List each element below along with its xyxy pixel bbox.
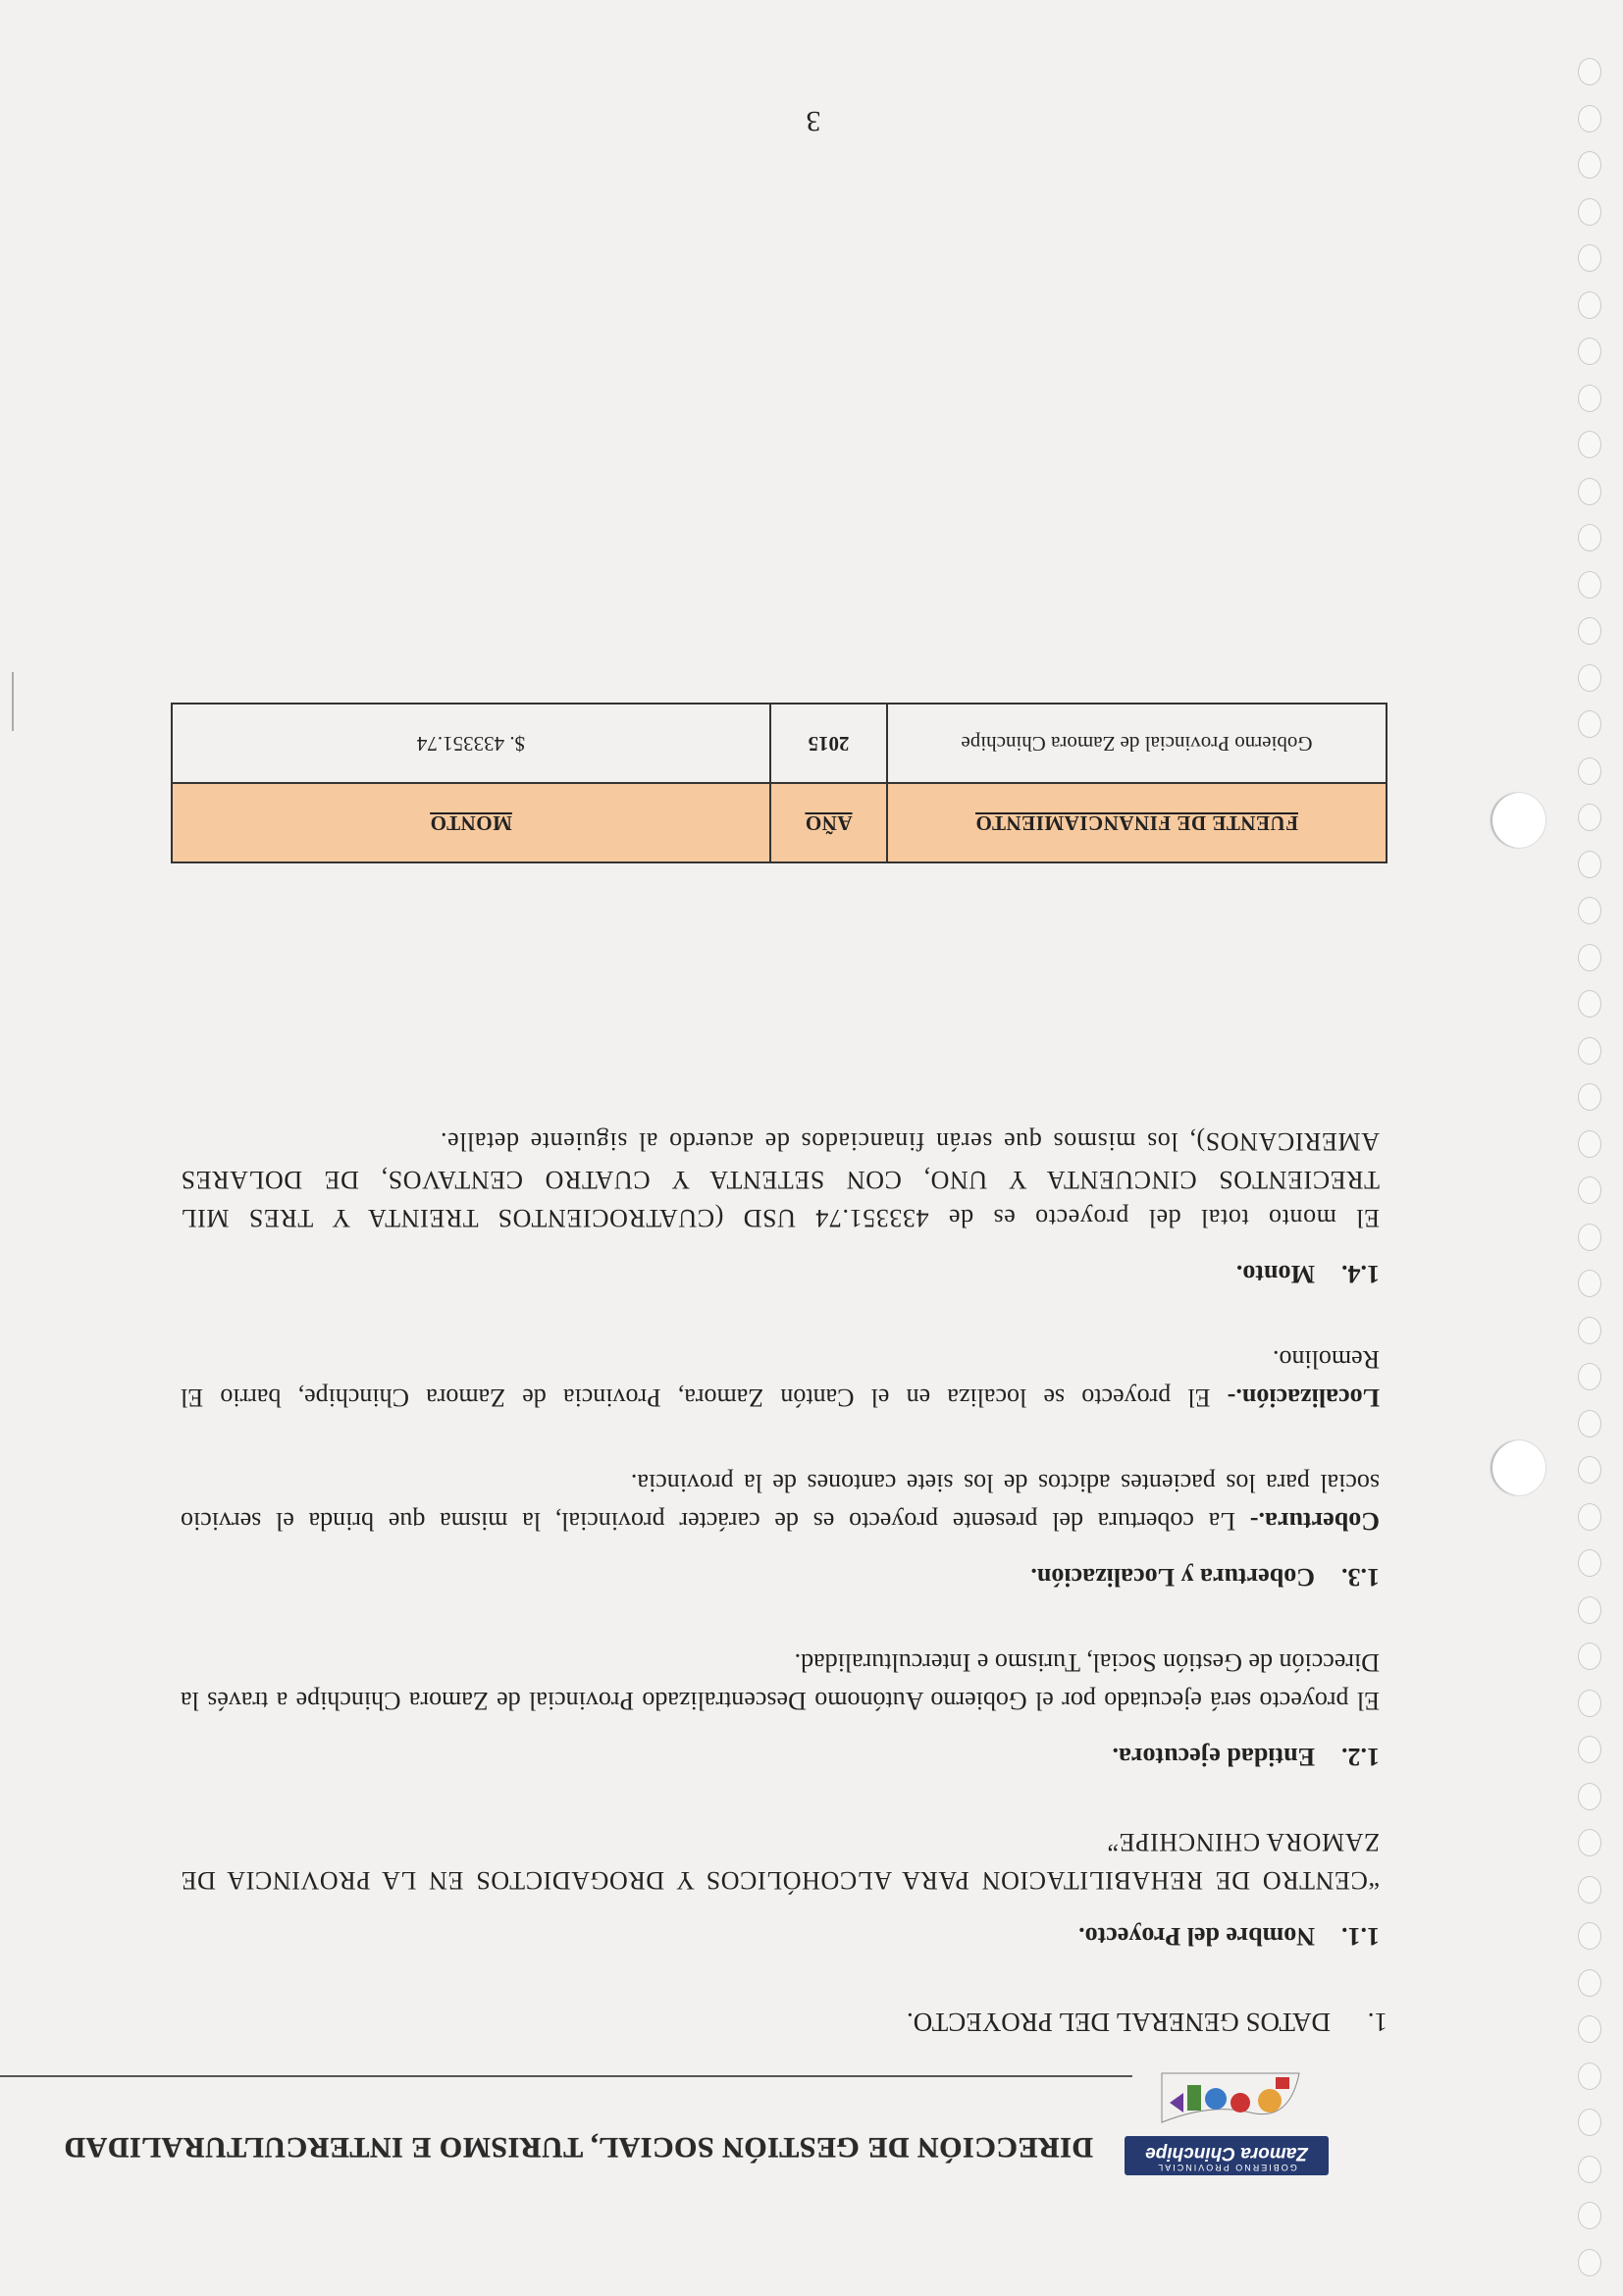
binder-hole	[1578, 291, 1601, 319]
logo-bottom-text: Zamora Chinchipe	[1145, 2143, 1308, 2164]
binder-hole	[1578, 2203, 1601, 2230]
binder-hole	[1578, 1224, 1601, 1251]
heading-project-name	[181, 1917, 1380, 1956]
binder-hole	[1578, 664, 1601, 692]
binder-hole	[1578, 245, 1601, 273]
paper-edge-mark	[13, 672, 15, 731]
location-label: Localización.-	[1227, 1383, 1380, 1412]
amount-text: El monto total del proyecto es de 433351.74 USD (CUATROCIENTOS TREINTA Y TRES MIL TRECIENTOS CINCUENTA Y UNO, CON SETENTA Y CUATRO CENTAVOS, DE DOLARES AMERICANOS), los mismos que serán financiados de acuerdo al siguiente detalle.	[181, 1127, 1380, 1232]
logo-illustration-icon	[1152, 2071, 1309, 2132]
document-body	[181, 1075, 1387, 2041]
binder-hole	[1578, 1783, 1601, 1810]
binder-hole	[1578, 1923, 1601, 1951]
section-title	[181, 2003, 1387, 2041]
cell-year: 2015	[770, 704, 887, 783]
binder-hole	[1578, 898, 1601, 925]
logo-top-text: GOBIERNO PROVINCIAL	[1156, 2163, 1297, 2172]
binder-hole	[1578, 1271, 1601, 1298]
binder-hole	[1578, 2110, 1601, 2137]
coverage-paragraph	[181, 1464, 1380, 1540]
binder-hole	[1578, 1596, 1601, 1624]
binder-hole	[1578, 1130, 1601, 1158]
location-text: El proyecto se localiza en el Cantón Zamora, Provincia de Zamora Chinchipe, barrio El Remolino.	[181, 1345, 1380, 1412]
heading-amount	[181, 1255, 1380, 1293]
heading-text: Monto.	[1235, 1260, 1315, 1288]
binder-hole	[1578, 851, 1601, 878]
heading-text: Cobertura y Localización.	[1030, 1563, 1315, 1592]
binder-hole	[1578, 1503, 1601, 1531]
cell-amount: $. 433351.74	[172, 704, 770, 783]
binder-hole	[1578, 1830, 1601, 1857]
heading-text: Nombre del Proyecto.	[1078, 1922, 1315, 1951]
binder-hole	[1578, 198, 1601, 226]
binder-hole	[1578, 1177, 1601, 1205]
binder-hole	[1578, 711, 1601, 739]
binder-hole	[1578, 1457, 1601, 1485]
binder-hole	[1578, 1317, 1601, 1344]
location-paragraph	[181, 1340, 1380, 1417]
executing-entity-text: El proyecto será ejecutado por el Gobierno Autónomo Descentralizado Provincial de Zamora Chinchipe a través la Dirección de Gestión Social, Turismo e Interculturalidad.	[181, 1648, 1380, 1715]
heading-number: 1.3.	[1341, 1563, 1380, 1592]
binder-hole	[1578, 105, 1601, 132]
binder-hole	[1578, 525, 1601, 552]
coverage-text: La cobertura del presente proyecto es de carácter provincial, la misma que brinda el servicio social para los pacientes adictos de los siete cantones de la provincia.	[181, 1469, 1380, 1536]
heading-text: Entidad ejecutora.	[1112, 1743, 1315, 1771]
table-header-row	[172, 783, 1387, 862]
binder-hole	[1578, 1690, 1601, 1717]
heading-number: 1.1.	[1341, 1922, 1380, 1951]
binder-hole	[1578, 2156, 1601, 2183]
binder-hole	[1578, 59, 1601, 86]
page-header	[63, 2075, 1329, 2193]
coverage-label: Cobertura.-	[1249, 1507, 1380, 1536]
binder-hole	[1578, 1037, 1601, 1065]
binder-hole	[1578, 618, 1601, 646]
column-header-amount: MONTO	[172, 783, 770, 862]
heading-number: 1.4.	[1341, 1260, 1380, 1288]
binder-hole	[1578, 432, 1601, 459]
heading-coverage-location	[181, 1558, 1380, 1596]
binder-hole	[1578, 1410, 1601, 1437]
binder-hole	[1578, 757, 1601, 785]
binder-hole	[1578, 478, 1601, 505]
binder-hole	[1578, 385, 1601, 412]
page-number: 3	[806, 105, 821, 137]
binder-hole	[1578, 1084, 1601, 1112]
binder-hole	[1578, 339, 1601, 366]
heading-executing-entity	[181, 1738, 1380, 1776]
project-name-text: “CENTRO DE REHABILITACION PARA ALCOHÓLICOS Y DROGADICTOS EN LA PROVINCIA DE ZAMORA CHINCHIPE”	[181, 1828, 1380, 1895]
funding-table	[171, 703, 1387, 863]
logo	[1113, 2075, 1329, 2193]
binder-hole	[1578, 1876, 1601, 1904]
cell-source: Gobierno Provincial de Zamora Chinchipe	[887, 704, 1387, 783]
binder-hole	[1578, 1969, 1601, 1997]
binder-hole	[1578, 1364, 1601, 1391]
binder-hole	[1578, 571, 1601, 599]
binder-hole	[1578, 1737, 1601, 1764]
binder-hole	[1578, 2062, 1601, 2090]
header-divider	[0, 2075, 1132, 2077]
binder-hole	[1578, 152, 1601, 180]
column-header-source: FUENTE DE FINANCIAMIENTO	[887, 783, 1387, 862]
binder-hole	[1578, 2249, 1601, 2276]
binder-hole	[1578, 805, 1601, 832]
binder-hole	[1578, 944, 1601, 971]
punch-hole	[1490, 1439, 1546, 1496]
heading-number: 1.2.	[1341, 1743, 1380, 1771]
column-header-year: AÑO	[770, 783, 887, 862]
table-row	[172, 704, 1387, 783]
header-title: DIRECCIÓN DE GESTIÓN SOCIAL, TURISMO E INTERCULTURALIDAD	[63, 2131, 1093, 2164]
binder-hole	[1578, 1550, 1601, 1578]
punch-hole	[1490, 792, 1546, 849]
section-title-text: DATOS GENERAL DEL PROYECTO.	[906, 2008, 1331, 2037]
binder-hole	[1578, 2016, 1601, 2044]
logo-plate	[1125, 2136, 1329, 2175]
binder-hole	[1578, 991, 1601, 1018]
binder-holes	[1564, 20, 1613, 2276]
binder-hole	[1578, 1644, 1601, 1671]
section-number: 1.	[1367, 2008, 1387, 2037]
